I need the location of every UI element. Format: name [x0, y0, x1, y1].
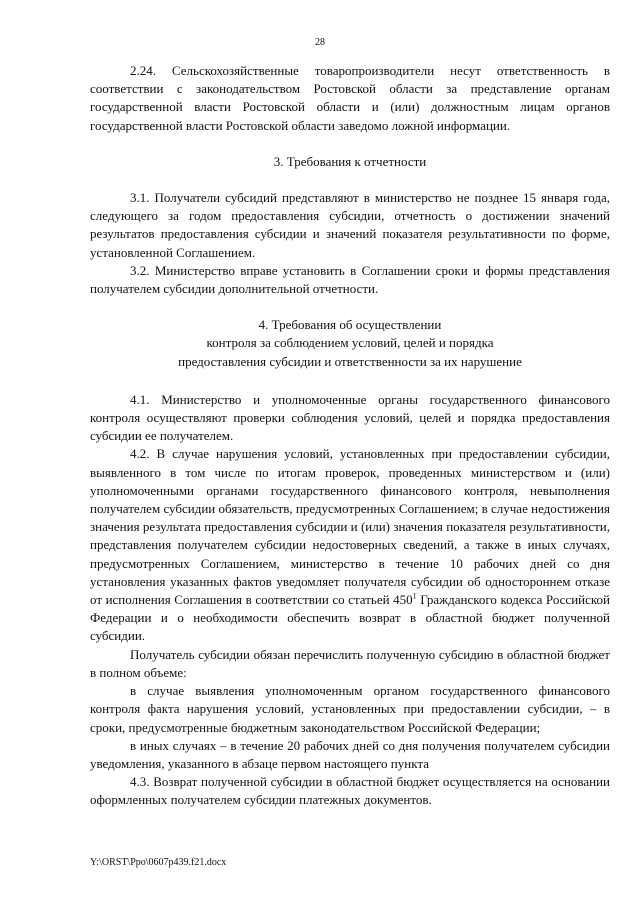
paragraph-4-3: 4.3. Возврат полученной субсидии в областной бюджет осуществляется на основании оформленных получателем субсидии платежных документов. — [90, 774, 610, 808]
document-body — [90, 62, 610, 810]
paragraph-4-1: 4.1. Министерство и уполномоченные органы государственного финансового контроля осуществляют проверки соблюдения условий, целей и порядка предоставления субсидии ее получателем. — [90, 391, 610, 444]
paragraph-refund-case-2: в иных случаях – в течение 20 рабочих дней со дня получения получателем субсидии уведомления, указанного в абзаце первом настоящего пункта — [90, 737, 610, 771]
paragraph-4-2-tail: Гражданского кодекса Российской Федерации и о необходимости обеспечить возврат в областной бюджет полученной субсидии. — [90, 592, 610, 644]
article-superscript: 1 — [412, 591, 417, 601]
section-4-title-line3: предоставления субсидии и ответственности за их нарушение — [178, 353, 522, 369]
footer-file-path: Y:\ORST\Ppo\0607p439.f21.docx — [90, 857, 227, 868]
section-4-title — [90, 316, 610, 371]
page-number: 28 — [315, 37, 325, 48]
paragraph-3-1: 3.1. Получатели субсидий представляют в министерство не позднее 15 января года, следующего за годом предоставления субсидии, отчетность о достижении значений результатов предоставления субсидии и значений показателя результативности по форме, установленной Соглашением. — [90, 190, 610, 260]
paragraph-2-24: 2.24. Сельскохозяйственные товаропроизводители несут ответственность в соответствии с законодательством Ростовской области за представление органам государственной власти Ростовской области и (или) должностным лицам органов государственной власти Ростовской области заведомо ложной информации. — [90, 63, 610, 133]
paragraph-3-2: 3.2. Министерство вправе установить в Соглашении сроки и формы представления получателем субсидии дополнительной отчетности. — [90, 262, 610, 297]
paragraph-4-2-main: 4.2. В случае нарушения условий, установленных при предоставлении субсидии, выявленного в том числе по итогам проверок, проведенных министерством и (или) уполномоченными органами государственного финансового контроля, невыполнения получателем субсидии обязательств, предусмотренных Соглашением; в случае недостижения значения результата предоставления субсидии и (или) значения показателя результативности, представления получателем субсидии недостоверных сведений, а также в иных случаях, предусмотренных Соглашением, министерство в течение 10 рабочих дней со дня установления указанных фактов уведомляет получателя субсидии об одностороннем отказе от исполнения Соглашения в соответствии со статьей 450 — [90, 446, 610, 608]
paragraph-refund-obligation: Получатель субсидии обязан перечислить полученную субсидию в областной бюджет в полном объеме: — [90, 646, 610, 680]
section-4-title-line1: 4. Требования об осуществлении — [258, 317, 442, 333]
section-4-title-line2: контроля за соблюдением условий, целей и порядка — [206, 335, 494, 351]
paragraph-4-2 — [90, 445, 610, 645]
section-3-title: 3. Требования к отчетности — [273, 153, 427, 169]
paragraph-refund-case-1: в случае выявления уполномоченным органом государственного финансового контроля факта нарушения условий, установленных при предоставлении субсидии, – в сроки, предусмотренные бюджетным законодательством Российской Федерации; — [90, 683, 610, 735]
